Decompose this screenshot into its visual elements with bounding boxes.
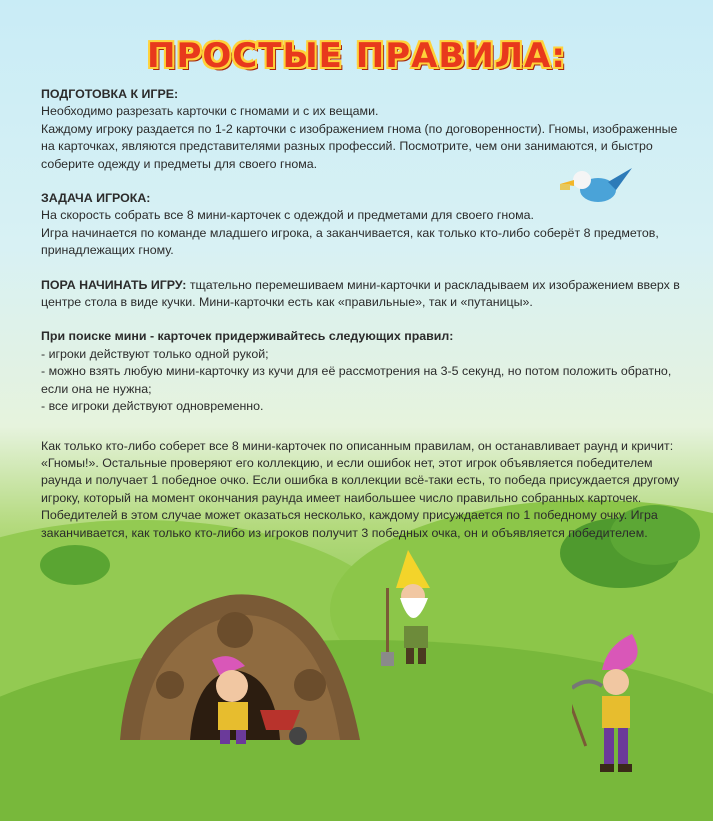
section-start — [41, 277, 689, 312]
section-prep — [41, 86, 689, 173]
rules-text — [41, 86, 689, 559]
gnome-with-wheelbarrow — [200, 650, 310, 750]
section-prep-line: Необходимо разрезать карточки с гномами и с их вещами. — [41, 104, 379, 119]
section-final: Как только кто-либо соберет все 8 мини-карточек по описанным правилам, он останавливает раунд и кричит: «Гномы!». Остальные проверяют его коллекцию, и если ошибок нет, этот игрок объявляется победителем раунда и получает 1 победное очко. Если ошибка в коллекции всё-таки есть, то победа присуждается другому игроку, который на момент окончания раунда имеет наибольшее число правильно собранных карточек. Победителей в этом случае может оказаться несколько, каждому присуждается по 1 победному очку. Игра заканчивается, как только кто-либо из игроков получит 3 победных очка, он и объявляется победителем. — [41, 438, 680, 540]
section-rules — [41, 328, 689, 415]
section-rules-heading: При поиске мини - карточек придерживайтесь следующих правил: — [41, 329, 454, 344]
section-task — [41, 190, 689, 260]
section-task-line: Игра начинается по команде младшего игрока, а заканчивается, как только кто-либо соберёт 8 предметов, принадлежащих гному. — [41, 225, 659, 258]
gnome-with-pickaxe — [572, 630, 662, 780]
section-task-line: На скорость собрать все 8 мини-карточек с одеждой и предметами для своего гнома. — [41, 208, 534, 223]
rule-item: - можно взять любую мини-карточку из кучи для её рассмотрения на 3-5 секунд, но потом положить обратно, если она не нужна; — [41, 364, 672, 396]
section-start-text: тщательно перемешиваем мини-карточки и раскладываем их изображением вверх в центре стола в виде кучки. Мини-карточки есть как «правильные», так и «путаницы». — [41, 277, 680, 310]
section-prep-line: Каждому игроку раздается по 1-2 карточки с изображением гнома (по договоренности). Гномы, изображенные на карточках, являются представителями разных профессий. Посмотрите, чем они занимаются, и быстро соберите одежду и предметы для своего гнома. — [41, 121, 678, 171]
section-prep-heading: ПОДГОТОВКА К ИГРЕ: — [41, 87, 179, 101]
section-start-heading: ПОРА НАЧИНАТЬ ИГРУ: — [41, 277, 187, 292]
section-task-heading: ЗАДАЧА ИГРОКА: — [41, 191, 151, 206]
gnome-with-shovel — [378, 548, 458, 668]
rule-item: - все игроки действуют одновременно. — [41, 399, 264, 414]
rule-item: - игроки действуют только одной рукой; — [41, 346, 269, 361]
page-title: ПРОСТЫЕ ПРАВИЛА: — [147, 36, 566, 76]
